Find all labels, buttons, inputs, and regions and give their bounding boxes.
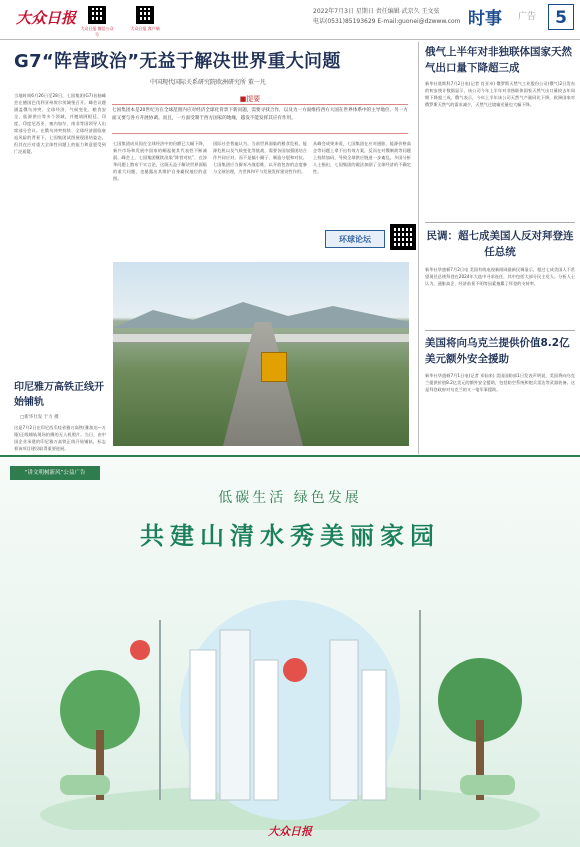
track-laying-machine — [261, 352, 287, 382]
building-5 — [362, 670, 386, 800]
car-right — [460, 775, 515, 795]
ad-subtitle: 低碳生活 绿色发展 — [218, 490, 362, 506]
sidebar-headline-3: 美国将向乌克兰提供价值8.2亿美元额外安全援助 — [425, 337, 570, 365]
building-2 — [220, 630, 250, 800]
sidebar-headline-1: 俄气上半年对非独联体国家天然气出口量下降超三成 — [425, 46, 572, 74]
building-3 — [254, 660, 278, 800]
main-column-4: 从峰会成果来看，七国集团在应对通胀、能源价格高企等问题上拿不出有效方案，反而在对俄制裁等问题上持续加码，导致全球供应链进一步紊乱。多国分析人士指出，七国集团的做法加剧了全球经济的不确定性。 — [313, 141, 411, 174]
sidebar-text-1: 新华社莫斯科7月2日电(记者 肖亚卓) 俄罗斯天然气工业股份公司(俄气)2日发布的初步统计数据显示，该公司今年上半年对非独联体国家天然气出口量较去年同期下降超三成。俄气表示，今年上半年该公司天然气产量同比下降，欧洲国家对俄罗斯天然气的需求减少，天然气过境输送量也大幅下降。 — [425, 81, 575, 107]
forum-badge: 环球论坛 — [325, 230, 385, 248]
date-line: 2022年7月3日 星期日 责任编辑 武京久 王文弦 — [313, 8, 440, 15]
page-number: 5 — [548, 4, 574, 30]
building-1 — [190, 650, 216, 800]
sidebar-headline-2: 民调：超七成美国人反对拜登连任总统 — [426, 230, 574, 258]
sidebar-rule-2 — [425, 330, 575, 331]
main-byline: 中国现代国际关系研究院欧洲研究所 董一凡 — [150, 79, 266, 86]
heart-balloon-icon — [283, 658, 307, 682]
main-column-2: 七国集团成员国在全球经济中的份额已大幅下降，新兴市场和发展中国家的崛起使其代表性不断减弱。峰会上，七国集团继续渲染“阵营对抗”，在涉华问题上散布不实言论，这既无益于解决世界面临的重大问题，也暴露出其维护自身霸权地位的意图。 — [113, 141, 207, 181]
heart-balloon-left-icon — [130, 640, 150, 660]
wechat-qr-icon — [88, 6, 106, 24]
section-name: 时事 — [468, 9, 502, 29]
sidebar-text-2: 新华社华盛顿7月2日电 美国有线电视新闻网最新民调显示，超过七成美国人不希望现任总统拜登在2024年大选中寻求连任，其中包括大部分民主党人。分析人士认为，通胀高企、经济前景不明等因素拖累了拜登的支持率。 — [425, 267, 575, 286]
main-column-3: 国际社会普遍认为，当前世界面临的粮食危机、能源危机以及气候变化等挑战，需要各国加强团结合作共同应对，而不是搞小圈子、制造分裂和对抗。七国集团应当摒弃冷战思维，以开放包容的态度参与全球治理，为世界和平与发展发挥建设性作用。 — [213, 141, 307, 174]
app-qr-icon — [136, 6, 154, 24]
main-headline: G7“阵营政治”无益于解决世界重大问题 — [14, 51, 341, 72]
railway-photo — [113, 262, 409, 446]
sidebar-rule-1 — [425, 222, 575, 223]
sidebar-divider — [418, 42, 419, 454]
main-column-1: 当地时间6月26日至28日，七国集团(G7)首脑峰会在德国巴伐利亚州埃尔茂城堡召开。峰会议题涵盖俄乌冲突、全球经济、气候变化、粮食安全、能源供应等多个领域，并邀请阿根廷、印度、印度尼西亚、塞内加尔、南非等国领导人出席部分会议。在俄乌冲突持续、全球经济面临衰退风险的背景下，七国集团试图展现团结姿态，但其在应对重大全球性问题上的能力和意愿受到广泛质疑。 — [14, 93, 106, 154]
left-headline: 印尼雅万高铁正线开始铺轨 — [14, 382, 104, 408]
summary-heading: ■提要 — [239, 95, 261, 103]
sidebar-text-3: 新华社华盛顿7月1日电(记者 邓仙来) 美国国防部1日发表声明说，美国将向乌克兰提供价值8.2亿美元的额外安全援助，包括防空系统和炮兵雷达等武器装备。这是拜登政府对乌克兰的又一笔军事援助。 — [425, 373, 575, 392]
qr-label-app: 大众日报 客户端 — [130, 26, 160, 31]
eco-city-illustration — [40, 560, 540, 830]
ad-tag: “讲文明树新风”公益广告 — [10, 466, 100, 480]
left-story-text: 这是7月2日在印尼西爪哇省雅万高铁(雅加达—万隆)正线铺轨现场拍摄的无人机照片。当日，由中国企业承建的印尼雅万高铁正线开始铺轨，标志着该项目建设取得重要进展。 — [14, 425, 106, 451]
summary-box: 七国集团本是20世纪为在全球范围内应对经济全球化背景下新问题，需要寻找合作，以及为一方面维持西方大国在世界体系中的主导地位、另一方面又要与各方开展协调。而且，一方面受制于西方国家的地缘，越发不能发挥其应有作用。 — [112, 104, 408, 134]
qr-label-wechat: 大众日报 微信公众号 — [80, 26, 114, 37]
contact-line: 电话(0531)85193629 E-mail:guonei@dzwww.com — [313, 18, 461, 25]
car-left — [60, 775, 110, 795]
left-byline: □新华社发 于力 摄 — [20, 415, 59, 420]
footer-logo: 大众日报 — [268, 825, 312, 838]
section-ad-label: 广告 — [518, 12, 537, 22]
building-4 — [330, 640, 358, 800]
newspaper-logo: 大众日报 — [16, 9, 77, 27]
ad-main-title: 共建山清水秀美丽家园 — [140, 522, 440, 550]
forum-qr-icon — [390, 224, 416, 250]
